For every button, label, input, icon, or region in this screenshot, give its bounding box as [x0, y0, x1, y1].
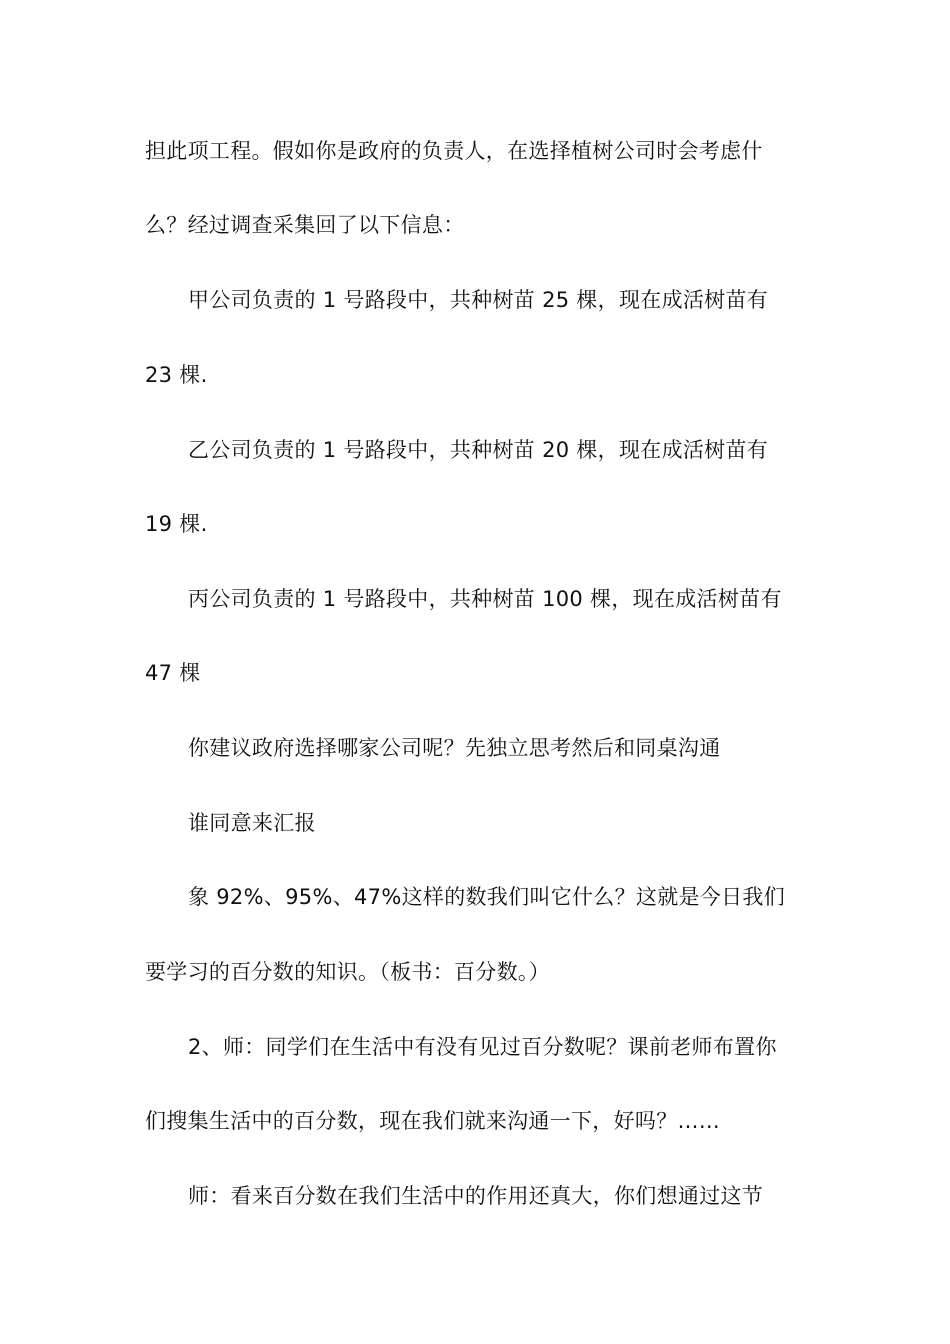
text-line-11: 象 92%、95%、47%这样的数我们叫它什么？这就是今日我们	[188, 885, 786, 909]
text-line-3: 甲公司负责的 1 号路段中，共种树苗 25 棵，现在成活树苗有	[188, 288, 769, 312]
text-line-4: 23 棵.	[145, 363, 208, 387]
text-line-8: 47 棵	[145, 661, 201, 685]
text-line-15: 师：看来百分数在我们生活中的作用还真大，你们想通过这节	[188, 1184, 764, 1208]
text-line-13: 2、师：同学们在生活中有没有见过百分数呢？课前老师布置你	[188, 1035, 777, 1059]
text-line-12: 要学习的百分数的知识。（板书：百分数。）	[145, 960, 550, 984]
text-line-1: 担此项工程。假如你是政府的负责人，在选择植树公司时会考虑什	[145, 139, 763, 163]
text-line-14: 们搜集生活中的百分数，现在我们就来沟通一下，好吗？……	[145, 1109, 721, 1133]
text-line-2: 么？经过调查采集回了以下信息：	[145, 213, 465, 237]
text-line-7: 丙公司负责的 1 号路段中，共种树苗 100 棵，现在成活树苗有	[188, 587, 782, 611]
text-line-9: 你建议政府选择哪家公司呢？先独立思考然后和同桌沟通	[188, 736, 721, 760]
text-line-10: 谁同意来汇报	[188, 811, 316, 835]
text-line-5: 乙公司负责的 1 号路段中，共种树苗 20 棵，现在成活树苗有	[188, 438, 769, 462]
text-line-6: 19 棵.	[145, 512, 208, 536]
